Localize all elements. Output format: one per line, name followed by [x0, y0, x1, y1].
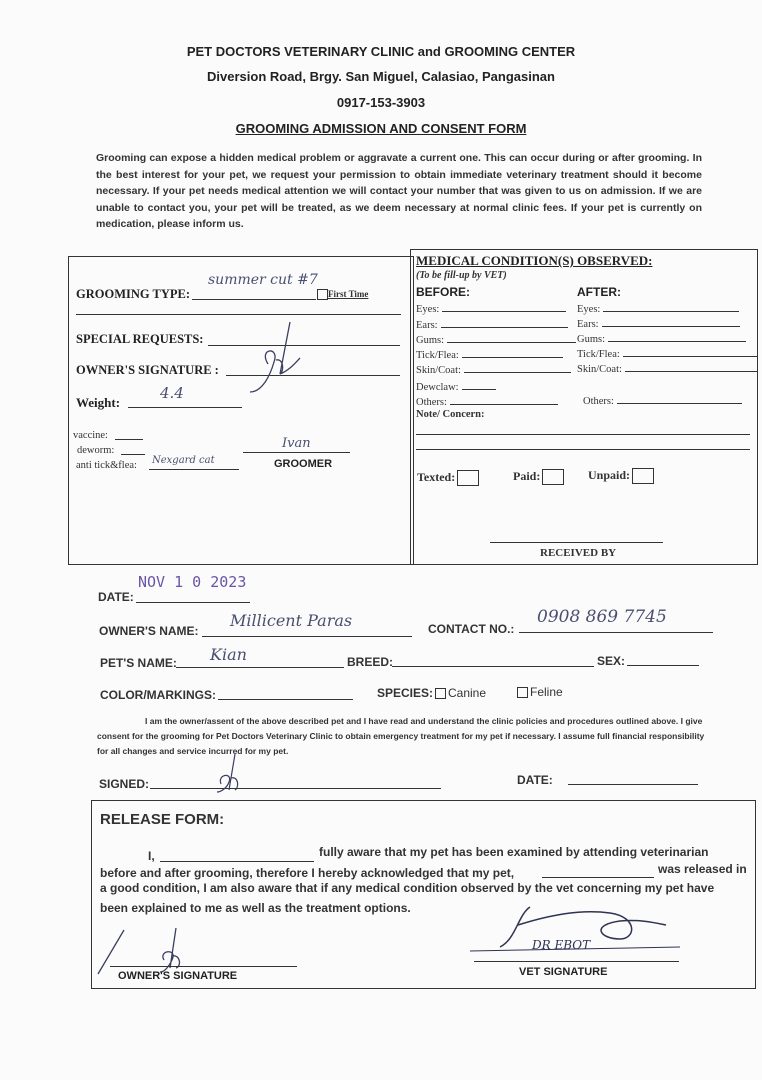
release-name-line[interactable] — [160, 861, 314, 862]
owner-signature-caption: OWNER'S SIGNATURE — [118, 970, 238, 982]
first-time-label: First Time — [328, 289, 369, 299]
before-row-label: Eyes: — [416, 304, 440, 315]
clinic-phone: 0917-153-3903 — [336, 95, 426, 110]
after-row-label: Eyes: — [577, 304, 601, 315]
owner-name-label: OWNER'S NAME: — [99, 624, 199, 638]
paid-checkbox[interactable] — [542, 469, 564, 485]
after-row — [577, 302, 739, 315]
after-row-line[interactable] — [625, 362, 757, 372]
before-row-line[interactable] — [462, 380, 496, 390]
unpaid-label: Unpaid: — [588, 468, 631, 482]
texted-label: Texted: — [417, 470, 456, 484]
date-label: DATE: — [98, 590, 134, 604]
canine-label: Canine — [448, 686, 487, 700]
intro-paragraph: Grooming can expose a hidden medical problem or aggravate a current one. This can occur during or after grooming. In the best interest for your pet, we request your permission to obtain immediate veterinary treatment should it become necessary. If your pet needs medical attention we will contact your number that was given to us on admission. If we are unable to contact you, your pet will be treated, as we deem necessary at normal clinic fees. If your pet is currently on medication, please inform us. — [96, 152, 702, 230]
release-line-3: a good condition, I am also aware that if any medical condition observed by the vet concerning my pet have — [100, 881, 715, 895]
after-row-line[interactable] — [608, 332, 746, 342]
groomer-label: GROOMER — [274, 458, 333, 470]
after-row-label: Others: — [583, 396, 614, 407]
canine-option[interactable] — [435, 686, 486, 700]
vaccine-line[interactable] — [115, 439, 143, 440]
signed-line[interactable] — [150, 788, 441, 789]
before-row-label: Tick/Flea: — [416, 350, 459, 361]
consent-text: I am the owner/assent of the above described pet and I have read and understand the clinic policies and procedures outlined above. I give consent for the grooming for Pet Doctors Veterinary Clinic to obtain emergency treatment for my pet if necessary. I assume full financial responsibility for all changes and service incurred for my pet. — [97, 716, 705, 756]
before-row — [416, 395, 558, 408]
before-row-label: Others: — [416, 397, 447, 408]
after-row-label: Tick/Flea: — [577, 349, 620, 360]
after-row-label: Ears: — [577, 319, 599, 330]
unpaid-checkbox[interactable] — [632, 468, 654, 484]
form-title: GROOMING ADMISSION AND CONSENT FORM — [235, 121, 527, 136]
owner-release-signature-mark — [94, 916, 204, 976]
weight-value[interactable]: 4.4 — [160, 384, 184, 402]
anti-tick-label: anti tick&flea: — [76, 460, 137, 471]
first-time-checkbox[interactable] — [317, 289, 328, 300]
received-by-line[interactable] — [490, 542, 663, 543]
after-row — [577, 332, 746, 345]
consent-date-line[interactable] — [568, 784, 698, 785]
before-row — [416, 380, 496, 393]
deworm-line[interactable] — [121, 454, 145, 455]
weight-label: Weight: — [76, 395, 121, 410]
owner-signature-mark — [240, 318, 320, 398]
release-line-1: fully aware that my pet has been examined by attending veterinarian — [319, 845, 709, 859]
vaccine-label: vaccine: — [73, 430, 108, 441]
before-row — [416, 348, 563, 361]
grooming-type-line — [192, 299, 316, 300]
pet-name-line — [176, 667, 344, 668]
color-label: COLOR/MARKINGS: — [100, 688, 216, 702]
contact-label: CONTACT NO.: — [428, 622, 515, 636]
consent-date-label: DATE: — [517, 773, 553, 787]
sex-line[interactable] — [627, 665, 699, 666]
before-row — [416, 302, 566, 315]
after-row — [577, 317, 740, 330]
canine-checkbox[interactable] — [435, 688, 446, 699]
before-row — [416, 333, 576, 346]
owner-signature-label: OWNER'S SIGNATURE : — [76, 363, 219, 377]
release-title: RELEASE FORM: — [100, 811, 225, 828]
pet-name-value[interactable]: Kian — [210, 645, 247, 664]
color-line[interactable] — [218, 699, 353, 700]
release-line-2a: before and after grooming, therefore I hereby acknowledged that my pet, — [100, 866, 515, 880]
anti-tick-line — [149, 469, 239, 470]
sex-label: SEX: — [597, 654, 626, 668]
texted-field — [417, 470, 479, 486]
before-header: BEFORE: — [416, 285, 470, 299]
release-line-2b: was released in — [658, 862, 747, 876]
vet-name: DR EBOT — [532, 938, 591, 952]
consent-signature-mark — [215, 750, 255, 795]
owner-name-line — [202, 636, 412, 637]
deworm-label: deworm: — [77, 445, 115, 456]
vet-signature-mark — [470, 895, 690, 965]
groomer-line — [243, 452, 350, 453]
vet-signature-line[interactable] — [474, 961, 679, 962]
before-row — [416, 318, 568, 331]
grooming-type-label: GROOMING TYPE: — [76, 287, 191, 301]
before-row-label: Ears: — [416, 320, 438, 331]
unpaid-field — [588, 468, 654, 484]
feline-label: Feline — [530, 685, 563, 699]
feline-checkbox[interactable] — [517, 687, 528, 698]
after-row — [577, 347, 758, 360]
medical-title: MEDICAL CONDITION(S) OBSERVED: — [416, 253, 653, 268]
before-row-line[interactable] — [441, 318, 568, 328]
medical-subtitle: (To be fill-up by VET) — [416, 270, 507, 281]
date-stamp: NOV 1 0 2023 — [138, 573, 247, 591]
owner-name-value[interactable]: Millicent Paras — [230, 611, 353, 630]
before-row-label: Dewclaw: — [416, 382, 459, 393]
note-line-2[interactable] — [416, 449, 750, 450]
contact-value[interactable]: 0908 869 7745 — [537, 607, 667, 627]
release-i: I, — [148, 849, 155, 863]
paid-field — [513, 469, 564, 485]
release-pet-line[interactable] — [542, 877, 654, 878]
weight-line — [128, 407, 242, 408]
after-row-label: Gums: — [577, 334, 606, 345]
pet-name-label: PET'S NAME: — [100, 656, 177, 670]
contact-line — [519, 632, 713, 633]
vet-signature-caption: VET SIGNATURE — [519, 966, 608, 978]
after-row-label: Skin/Coat: — [577, 364, 622, 375]
species-label: SPECIES: — [377, 686, 434, 700]
before-row-line[interactable] — [447, 333, 576, 343]
before-row-line[interactable] — [450, 395, 558, 405]
before-row-line[interactable] — [464, 363, 571, 373]
date-line[interactable] — [136, 602, 250, 603]
release-line-4: been explained to me as well as the treatment options. — [100, 901, 411, 915]
after-row — [583, 394, 742, 407]
before-row-line[interactable] — [442, 302, 566, 312]
before-row — [416, 363, 571, 376]
breed-line[interactable] — [392, 666, 594, 667]
owner-release-line[interactable] — [110, 966, 297, 967]
grooming-type-value[interactable]: summer cut #7 — [208, 272, 318, 288]
before-row-line[interactable] — [462, 348, 563, 358]
anti-tick-value[interactable]: Nexgard cat — [152, 455, 215, 466]
after-row-line[interactable] — [617, 394, 742, 404]
grooming-type-line-2 — [76, 314, 401, 315]
before-row-label: Skin/Coat: — [416, 365, 461, 376]
clinic-address: Diversion Road, Brgy. San Miguel, Calasiao, Pangasinan — [207, 69, 555, 84]
clinic-name: PET DOCTORS VETERINARY CLINIC and GROOMING CENTER — [186, 44, 576, 59]
after-row-line[interactable] — [602, 317, 740, 327]
paid-label: Paid: — [513, 469, 541, 483]
before-row-label: Gums: — [416, 335, 445, 346]
after-row-line[interactable] — [623, 347, 758, 357]
texted-checkbox[interactable] — [457, 470, 479, 486]
note-label: Note/ Concern: — [416, 409, 485, 420]
after-row-line[interactable] — [603, 302, 739, 312]
note-line-1[interactable] — [416, 434, 750, 435]
after-row — [577, 362, 757, 375]
signed-label: SIGNED: — [99, 777, 150, 791]
after-header: AFTER: — [577, 285, 621, 299]
feline-option[interactable] — [517, 685, 563, 699]
groomer-name[interactable]: Ivan — [282, 436, 311, 451]
special-requests-label: SPECIAL REQUESTS: — [76, 332, 204, 346]
received-by-label: RECEIVED BY — [540, 547, 617, 559]
breed-label: BREED: — [347, 655, 394, 669]
